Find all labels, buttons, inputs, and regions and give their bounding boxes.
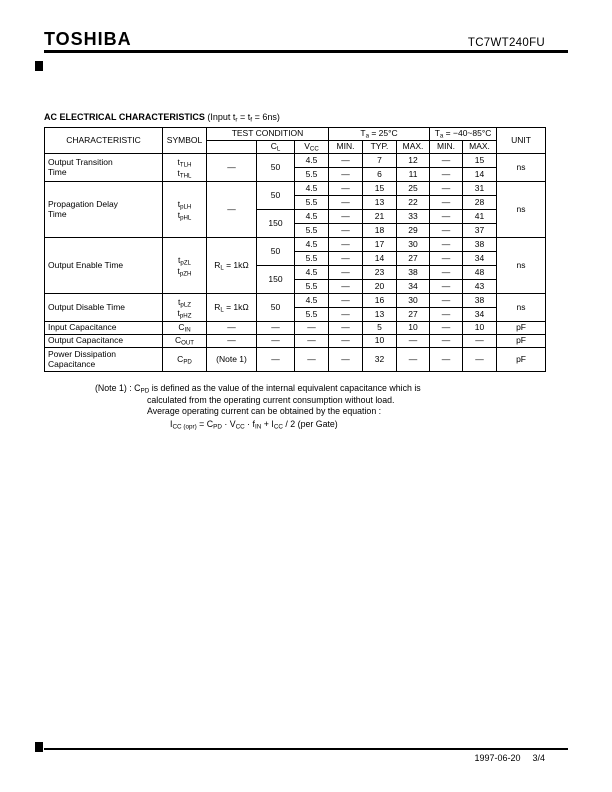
- value-cell: 15: [463, 154, 497, 168]
- value-cell: 43: [463, 280, 497, 294]
- characteristic-output-capacitance: [45, 335, 163, 348]
- condition-cell: (Note 1): [207, 348, 257, 372]
- unit-cell: ns: [497, 238, 546, 294]
- registration-mark-top: [35, 61, 43, 71]
- table-row: [45, 335, 546, 348]
- unit-cell: ns: [497, 154, 546, 182]
- vcc-cell: 5.5: [295, 224, 329, 238]
- base-text: = t: [237, 112, 251, 122]
- col-vcc: [295, 141, 329, 154]
- value-cell: —: [397, 348, 430, 372]
- characteristic-input-capacitance: [45, 322, 163, 335]
- value-cell: —: [430, 182, 463, 196]
- value-cell: 15: [363, 182, 397, 196]
- unit-cell: pF: [497, 335, 546, 348]
- condition-cell: [207, 294, 257, 322]
- table-row: [45, 154, 546, 168]
- base-text: Output Capacitance: [48, 335, 124, 346]
- value-cell: —: [430, 348, 463, 372]
- col-test-condition: TEST CONDITION: [207, 128, 329, 141]
- cl-cell: 50: [257, 154, 295, 182]
- value-cell: —: [329, 224, 363, 238]
- ac-characteristics-table: [44, 127, 546, 372]
- subscript-text: TLH: [179, 161, 192, 169]
- base-text: + I: [261, 418, 274, 429]
- value-cell: —: [430, 154, 463, 168]
- value-cell: 13: [363, 308, 397, 322]
- symbol-line: [164, 297, 205, 308]
- symbol-cell: [163, 182, 207, 238]
- value-cell: —: [397, 335, 430, 348]
- value-cell: 37: [463, 224, 497, 238]
- base-text: R: [214, 301, 221, 312]
- col-typ-25: TYP.: [363, 141, 397, 154]
- symbol-line: [164, 210, 205, 221]
- base-text: Capacitance: [48, 358, 96, 369]
- symbol-line: [164, 308, 205, 319]
- base-text: Output Transition: [48, 156, 113, 167]
- cl-cell: 50: [257, 294, 295, 322]
- registration-mark-bottom: [35, 742, 43, 752]
- value-cell: 23: [363, 266, 397, 280]
- cl-cell: —: [257, 322, 295, 335]
- base-text: t: [177, 209, 181, 220]
- value-cell: —: [430, 196, 463, 210]
- base-text: = 1kΩ: [223, 259, 249, 270]
- base-text: C: [177, 353, 184, 364]
- unit-cell: pF: [497, 322, 546, 335]
- subscript-text: L: [276, 145, 281, 153]
- value-cell: —: [430, 335, 463, 348]
- value-cell: —: [430, 294, 463, 308]
- symbol-cell: [163, 238, 207, 294]
- base-text: t: [177, 198, 181, 209]
- col-max-range: MAX.: [463, 141, 497, 154]
- condition-cell: —: [207, 154, 257, 182]
- symbol-cell: [163, 348, 207, 372]
- col-condition-spacer: [207, 141, 257, 154]
- base-text: · f: [244, 418, 255, 429]
- value-cell: —: [329, 238, 363, 252]
- base-text: = 25°C: [368, 128, 398, 139]
- value-cell: —: [430, 252, 463, 266]
- base-text: V: [304, 141, 310, 152]
- toshiba-logo: TOSHIBA: [44, 29, 132, 49]
- col-max-25: MAX.: [397, 141, 430, 154]
- value-cell: 14: [363, 252, 397, 266]
- footer-page-number: 3/4: [532, 753, 545, 763]
- value-cell: —: [430, 224, 463, 238]
- symbol-line: [164, 199, 205, 210]
- section-title: [44, 112, 280, 122]
- value-cell: —: [430, 266, 463, 280]
- footer: [474, 753, 545, 763]
- value-cell: 5: [363, 322, 397, 335]
- value-cell: —: [329, 335, 363, 348]
- value-cell: —: [329, 168, 363, 182]
- value-cell: —: [329, 196, 363, 210]
- base-text: I: [170, 418, 173, 429]
- subscript-text: THL: [179, 172, 192, 180]
- base-text: Input Capacitance: [48, 322, 117, 333]
- subscript-text: a: [365, 132, 369, 140]
- value-cell: 27: [397, 308, 430, 322]
- base-text: Time: [48, 208, 67, 219]
- condition-cell: [207, 238, 257, 294]
- vcc-cell: 4.5: [295, 182, 329, 196]
- vcc-cell: 4.5: [295, 154, 329, 168]
- table-header-row: [45, 128, 546, 141]
- value-cell: 29: [397, 224, 430, 238]
- characteristic-power-dissipation-capacitance: [45, 348, 163, 372]
- subscript-text: CC: [309, 145, 319, 153]
- value-cell: —: [430, 308, 463, 322]
- base-text: T: [360, 128, 366, 139]
- subscript-text: CC: [235, 423, 245, 431]
- subscript-text: pLZ: [180, 301, 191, 309]
- subscript-text: CC: [273, 423, 283, 431]
- symbol-cell: [163, 294, 207, 322]
- subscript-text: L: [220, 306, 224, 314]
- symbol-cell: [163, 335, 207, 348]
- footer-rule: [44, 748, 568, 750]
- value-cell: —: [329, 294, 363, 308]
- value-cell: 34: [463, 252, 497, 266]
- value-cell: 12: [397, 154, 430, 168]
- value-cell: 6: [363, 168, 397, 182]
- value-cell: —: [430, 322, 463, 335]
- col-min-25: MIN.: [329, 141, 363, 154]
- value-cell: 32: [363, 348, 397, 372]
- value-cell: 31: [463, 182, 497, 196]
- subscript-text: pHZ: [179, 312, 192, 320]
- value-cell: 21: [363, 210, 397, 224]
- vcc-cell: 4.5: [295, 238, 329, 252]
- vcc-cell: —: [295, 322, 329, 335]
- value-cell: 28: [463, 196, 497, 210]
- value-cell: 34: [463, 308, 497, 322]
- value-cell: 20: [363, 280, 397, 294]
- value-cell: 17: [363, 238, 397, 252]
- characteristic-output-disable-time: [45, 294, 163, 322]
- value-cell: —: [329, 322, 363, 335]
- unit-cell: ns: [497, 182, 546, 238]
- table-row: [45, 238, 546, 252]
- characteristic-propagation-delay-time: [45, 182, 163, 238]
- base-text: (Note 1) : C: [95, 383, 141, 393]
- unit-cell: ns: [497, 294, 546, 322]
- subscript-text: IN: [255, 423, 262, 431]
- vcc-cell: 5.5: [295, 196, 329, 210]
- base-text: Time: [48, 166, 67, 177]
- base-text: is defined as the value of the internal equivalent capacitance which is: [149, 383, 421, 393]
- subscript-text: pZH: [179, 270, 192, 278]
- col-min-range: MIN.: [430, 141, 463, 154]
- value-cell: —: [329, 210, 363, 224]
- vcc-cell: 4.5: [295, 294, 329, 308]
- value-cell: 38: [463, 294, 497, 308]
- subscript-text: pLH: [180, 203, 192, 211]
- value-cell: —: [430, 238, 463, 252]
- col-ta-25: [329, 128, 430, 141]
- base-text: Output Enable Time: [48, 259, 124, 270]
- value-cell: 14: [463, 168, 497, 182]
- value-cell: 30: [397, 294, 430, 308]
- cl-cell: —: [257, 348, 295, 372]
- value-cell: 7: [363, 154, 397, 168]
- value-cell: 10: [463, 322, 497, 335]
- base-text: / 2 (per Gate): [282, 418, 338, 429]
- symbol-cell: [163, 154, 207, 182]
- vcc-cell: —: [295, 348, 329, 372]
- unit-cell: pF: [497, 348, 546, 372]
- base-text: t: [177, 307, 180, 318]
- vcc-cell: 5.5: [295, 252, 329, 266]
- value-cell: 18: [363, 224, 397, 238]
- vcc-cell: —: [295, 335, 329, 348]
- base-text: = 6ns): [252, 112, 280, 122]
- value-cell: —: [463, 335, 497, 348]
- subscript-text: PD: [183, 358, 192, 366]
- section-title-bold: AC ELECTRICAL CHARACTERISTICS: [44, 112, 205, 122]
- subscript-text: PD: [213, 423, 222, 431]
- note-line-3: Average operating current can be obtained by the equation :: [147, 406, 382, 417]
- value-cell: 33: [397, 210, 430, 224]
- subscript-text: a: [439, 132, 444, 140]
- symbol-line: [164, 255, 205, 266]
- base-text: Power Dissipation: [48, 348, 117, 359]
- value-cell: 13: [363, 196, 397, 210]
- subscript-text: f: [250, 116, 253, 124]
- cl-cell: 50: [257, 238, 295, 266]
- symbol-line: [164, 168, 205, 179]
- table-row: [45, 294, 546, 308]
- value-cell: 30: [397, 238, 430, 252]
- value-cell: —: [329, 154, 363, 168]
- base-text: C: [174, 335, 182, 346]
- table-row: [45, 348, 546, 372]
- value-cell: 38: [397, 266, 430, 280]
- symbol-line: [164, 157, 205, 168]
- condition-cell: —: [207, 335, 257, 348]
- value-cell: —: [329, 252, 363, 266]
- base-text: Output Disable Time: [48, 301, 126, 312]
- vcc-cell: 5.5: [295, 308, 329, 322]
- header-rule: [44, 50, 568, 53]
- col-characteristic: CHARACTERISTIC: [45, 128, 163, 154]
- symbol-line: [164, 266, 205, 277]
- base-text: t: [177, 167, 180, 178]
- value-cell: —: [463, 348, 497, 372]
- subscript-text: r: [235, 116, 238, 124]
- condition-cell: —: [207, 322, 257, 335]
- cl-cell: 50: [257, 182, 295, 210]
- value-cell: 11: [397, 168, 430, 182]
- subscript-text: PD: [140, 387, 150, 395]
- base-text: (Input t: [204, 112, 236, 122]
- vcc-cell: 5.5: [295, 280, 329, 294]
- value-cell: 48: [463, 266, 497, 280]
- base-text: T: [434, 128, 440, 139]
- part-number: TC7WT240FU: [467, 37, 545, 49]
- base-text: t: [177, 265, 180, 276]
- base-text: = −40~85°C: [443, 128, 492, 139]
- value-cell: —: [329, 308, 363, 322]
- subscript-text: CC (opr): [172, 423, 197, 431]
- col-cl: [257, 141, 295, 154]
- characteristic-output-enable-time: [45, 238, 163, 294]
- col-ta-range: [430, 128, 497, 141]
- value-cell: 22: [397, 196, 430, 210]
- base-text: = 1kΩ: [223, 301, 249, 312]
- characteristic-output-transition-time: [45, 154, 163, 182]
- subscript-text: pZL: [180, 259, 191, 267]
- base-text: · V: [221, 418, 236, 429]
- value-cell: —: [329, 182, 363, 196]
- value-cell: —: [430, 210, 463, 224]
- base-text: = C: [196, 418, 214, 429]
- vcc-cell: 5.5: [295, 168, 329, 182]
- value-cell: 25: [397, 182, 430, 196]
- value-cell: 38: [463, 238, 497, 252]
- base-text: t: [177, 156, 180, 167]
- value-cell: —: [430, 168, 463, 182]
- value-cell: 10: [363, 335, 397, 348]
- value-cell: 34: [397, 280, 430, 294]
- footer-date: 1997-06-20: [474, 753, 521, 763]
- subscript-text: IN: [184, 326, 191, 334]
- subscript-text: pHL: [180, 214, 192, 222]
- base-text: t: [178, 296, 181, 307]
- cl-cell: 150: [257, 210, 295, 238]
- note-line-1: [95, 383, 421, 395]
- value-cell: 27: [397, 252, 430, 266]
- note-line-2: calculated from the operating current consumption without load.: [147, 394, 395, 405]
- value-cell: 10: [397, 322, 430, 335]
- table-row: [45, 182, 546, 196]
- value-cell: 16: [363, 294, 397, 308]
- value-cell: 41: [463, 210, 497, 224]
- value-cell: —: [430, 280, 463, 294]
- value-cell: —: [329, 266, 363, 280]
- section-title-condition: [205, 112, 280, 122]
- condition-cell: —: [207, 182, 257, 238]
- base-text: R: [214, 259, 221, 270]
- vcc-cell: 4.5: [295, 266, 329, 280]
- cl-cell: —: [257, 335, 295, 348]
- vcc-cell: 4.5: [295, 210, 329, 224]
- value-cell: —: [329, 348, 363, 372]
- subscript-text: L: [220, 264, 224, 272]
- col-symbol: SYMBOL: [163, 128, 207, 154]
- base-text: t: [178, 254, 181, 265]
- base-text: C: [270, 141, 277, 152]
- table-row: [45, 322, 546, 335]
- symbol-cell: [163, 322, 207, 335]
- cl-cell: 150: [257, 266, 295, 294]
- base-text: C: [178, 322, 185, 333]
- base-text: Propagation Delay: [48, 198, 118, 209]
- note-block: [95, 383, 421, 430]
- note-equation: [170, 419, 421, 431]
- value-cell: —: [329, 280, 363, 294]
- subscript-text: OUT: [181, 339, 195, 347]
- col-unit: UNIT: [497, 128, 546, 154]
